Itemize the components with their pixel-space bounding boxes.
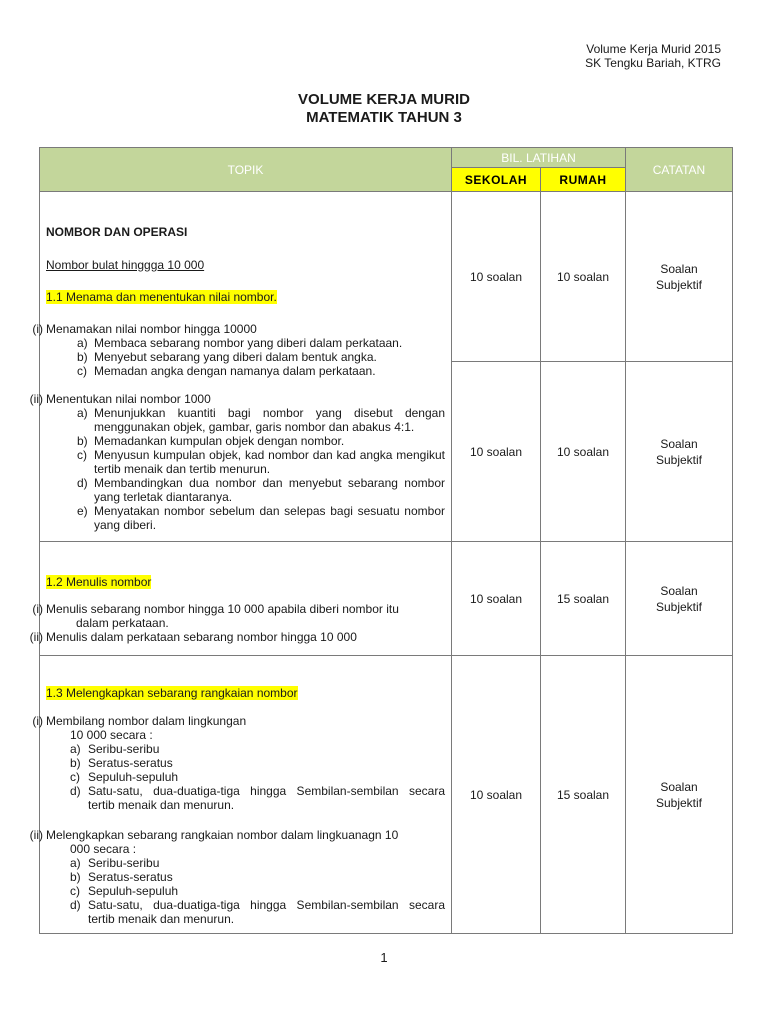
- header-catatan: CATATAN: [626, 148, 733, 192]
- letter-a: a): [70, 742, 81, 756]
- letter-c: c): [70, 884, 80, 898]
- note-line-1: Soalan: [660, 779, 698, 794]
- letter-b: b): [77, 434, 88, 448]
- header-bil-latihan: BIL. LATIHAN: [452, 148, 626, 168]
- letter-d: d): [70, 784, 81, 798]
- topic-cell-1-3: [29, 656, 452, 934]
- letter-e: e): [77, 504, 88, 518]
- roman-i: (i): [32, 714, 43, 728]
- note-line-2: Subjektif: [655, 795, 703, 810]
- roman-ii: (ii): [29, 629, 43, 644]
- note-line-2: Subjektif: [655, 599, 703, 614]
- item-text: Menulis dalam perkataan sebarang nombor hingga 10 000: [46, 629, 357, 644]
- letter-d: d): [70, 898, 81, 912]
- sub-item: Memadankan kumpulan objek dengan nombor.: [94, 434, 345, 448]
- roman-ii: (ii): [29, 828, 43, 842]
- sub-item: Memadan angka dengan namanya dalam perkataan.: [94, 364, 376, 378]
- sub-item: Satu-satu, dua-duatiga-tiga hingga Sembilan-sembilan secara tertib menaik dan menurun.: [88, 898, 445, 926]
- sekolah-count: 10 soalan: [452, 542, 541, 656]
- item-text-continued: 10 000 secara :: [70, 728, 153, 742]
- item-text: Membilang nombor dalam lingkungan: [46, 714, 247, 728]
- note-line-1: Soalan: [660, 436, 698, 451]
- sub-item: Menyebut sebarang yang diberi dalam bentuk angka.: [94, 350, 377, 364]
- sub-item: Seribu-seribu: [88, 742, 160, 756]
- note-line-2: Subjektif: [655, 277, 703, 292]
- sub-item: Seratus-seratus: [88, 870, 173, 884]
- catatan-note: [626, 542, 733, 656]
- roman-i: (i): [32, 322, 43, 336]
- section-1-1-title: 1.1 Menama dan menentukan nilai nombor.: [46, 290, 277, 304]
- page-number: 1: [380, 950, 388, 965]
- letter-b: b): [70, 756, 81, 770]
- letter-c: c): [77, 448, 87, 462]
- sekolah-count: 10 soalan: [452, 656, 541, 934]
- subtopic-heading: Nombor bulat hinggga 10 000: [46, 258, 205, 272]
- item-text: Menentukan nilai nombor 1000: [46, 392, 211, 406]
- sekolah-count: 10 soalan: [452, 192, 541, 362]
- item-text: Menamakan nilai nombor hingga 10000: [46, 322, 257, 336]
- sub-item: Sepuluh-sepuluh: [88, 884, 179, 898]
- topic-cell-1-1: [29, 192, 452, 542]
- roman-i: (i): [32, 601, 43, 616]
- letter-b: b): [77, 350, 88, 364]
- header-topik: TOPIK: [40, 148, 452, 192]
- section-1-3-title: 1.3 Melengkapkan sebarang rangkaian nombor: [46, 686, 298, 700]
- sub-item: Membaca sebarang nombor yang diberi dalam perkataan.: [94, 336, 403, 350]
- item-text-continued: dalam perkataan.: [76, 615, 169, 630]
- title-line-2: MATEMATIK TAHUN 3: [306, 109, 462, 126]
- section-1-2-title: 1.2 Menulis nombor: [46, 574, 152, 589]
- rumah-count: 10 soalan: [541, 192, 626, 362]
- sub-item: Seratus-seratus: [88, 756, 173, 770]
- rumah-count: 15 soalan: [541, 542, 626, 656]
- catatan-note: [626, 656, 733, 934]
- sub-item: Satu-satu, dua-duatiga-tiga hingga Sembilan-sembilan secara tertib menaik dan menurun.: [88, 784, 445, 812]
- item-text-continued: 000 secara :: [70, 842, 137, 856]
- note-line-1: Soalan: [660, 261, 698, 276]
- sub-item: Menyusun kumpulan objek, kad nombor dan kad angka mengikut tertib menaik dan tertib menurun.: [94, 448, 445, 476]
- letter-c: c): [70, 770, 80, 784]
- rumah-count: 10 soalan: [541, 362, 626, 542]
- title-line-1: VOLUME KERJA MURID: [298, 91, 470, 108]
- sub-item: Menyatakan nombor sebelum dan selepas bagi sesuatu nombor yang diberi.: [94, 504, 445, 532]
- note-line-2: Subjektif: [655, 452, 703, 467]
- letter-c: c): [77, 364, 87, 378]
- topic-cell-1-2: [29, 542, 452, 656]
- document-header: [585, 42, 721, 70]
- roman-ii: (ii): [29, 392, 43, 406]
- letter-a: a): [77, 406, 88, 420]
- syllabus-table: [29, 147, 733, 934]
- header-line-2: SK Tengku Bariah, KTRG: [585, 56, 721, 70]
- document-title: [0, 91, 768, 127]
- note-line-1: Soalan: [660, 583, 698, 598]
- sub-item: Sepuluh-sepuluh: [88, 770, 179, 784]
- letter-a: a): [77, 336, 88, 350]
- sub-item: Membandingkan dua nombor dan menyebut sebarang nombor yang terletak diantaranya.: [94, 476, 445, 504]
- item-text: Melengkapkan sebarang rangkaian nombor dalam lingkuanagn 10: [46, 828, 399, 842]
- rumah-count: 15 soalan: [541, 656, 626, 934]
- sekolah-count: 10 soalan: [452, 362, 541, 542]
- item-text: Menulis sebarang nombor hingga 10 000 apabila diberi nombor itu: [46, 601, 399, 616]
- sub-item: Menunjukkan kuantiti bagi nombor yang disebut dengan menggunakan objek, gambar, garis nombor dan abakus 4:1.: [94, 406, 445, 434]
- letter-d: d): [77, 476, 88, 490]
- letter-b: b): [70, 870, 81, 884]
- header-sekolah: SEKOLAH: [452, 168, 541, 192]
- catatan-note: [626, 192, 733, 362]
- letter-a: a): [70, 856, 81, 870]
- sub-item: Seribu-seribu: [88, 856, 160, 870]
- catatan-note: [626, 362, 733, 542]
- main-topic-heading: NOMBOR DAN OPERASI: [46, 225, 188, 239]
- header-rumah: RUMAH: [541, 168, 626, 192]
- header-line-1: Volume Kerja Murid 2015: [586, 42, 721, 56]
